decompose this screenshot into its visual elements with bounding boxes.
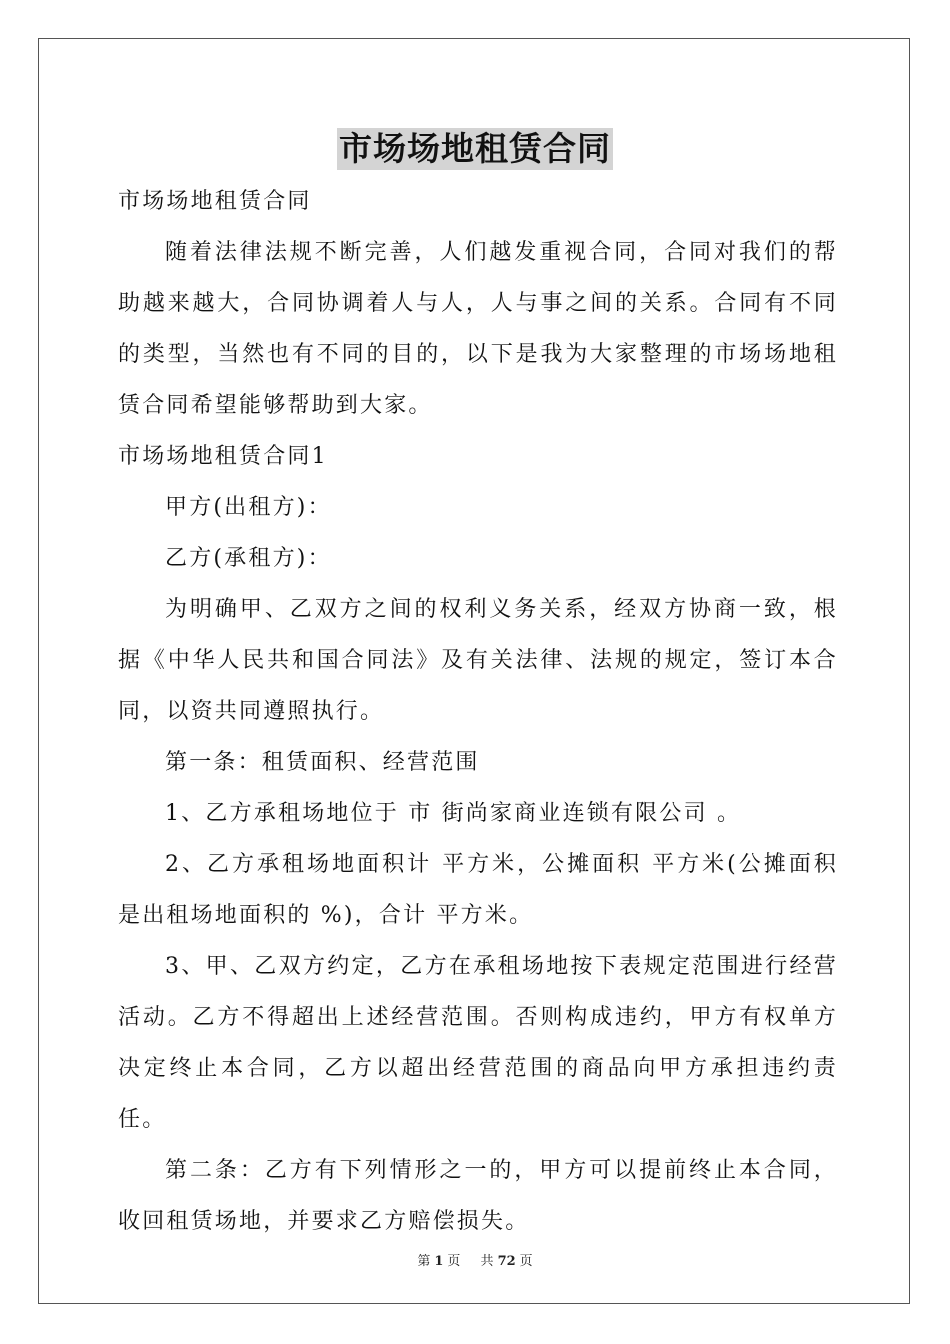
document-body <box>118 176 838 1247</box>
page-number: 1 <box>434 1254 444 1269</box>
document-title: 市场场地租赁合同 <box>339 129 611 168</box>
party-b-line: 乙方(承租方)： <box>165 546 332 571</box>
page-footer <box>0 1250 950 1269</box>
total-prefix: 共 <box>480 1254 494 1269</box>
total-suffix: 页 <box>519 1254 533 1269</box>
page-suffix: 页 <box>447 1254 461 1269</box>
total-indicator <box>477 1254 537 1269</box>
contract-heading: 市场场地租赁合同1 <box>118 444 328 469</box>
clause-1-3: 3、甲、乙双方约定，乙方在承租场地按下表规定范围进行经营活动。乙方不得超出上述经营范围。否则构成违约，甲方有权单方决定终止本合同，乙方以超出经营范围的商品向甲方承担违约责任。 <box>118 954 838 1132</box>
clause-1-2: 2、乙方承租场地面积计 平方米，公摊面积 平方米(公摊面积是出租场地面积的 %)，合计 平方米。 <box>118 852 838 928</box>
party-a-line: 甲方(出租方)： <box>165 495 332 520</box>
clause-1-1: 1、乙方承租场地位于 市 街尚家商业连锁有限公司 。 <box>165 801 742 826</box>
article-one-heading: 第一条：租赁面积、经营范围 <box>165 750 480 775</box>
preamble-paragraph: 为明确甲、乙双方之间的权利义务关系，经双方协商一致，根据《中华人民共和国合同法》及有关法律、法规的规定，签订本合同，以资共同遵照执行。 <box>118 597 838 724</box>
page-prefix: 第 <box>417 1254 431 1269</box>
total-pages: 72 <box>497 1254 516 1269</box>
article-two-paragraph: 第二条：乙方有下列情形之一的，甲方可以提前终止本合同，收回租赁场地，并要求乙方赔偿损失。 <box>118 1158 838 1234</box>
document-subtitle: 市场场地租赁合同 <box>118 189 312 214</box>
title-container <box>0 128 950 170</box>
intro-paragraph: 随着法律法规不断完善，人们越发重视合同，合同对我们的帮助越来越大，合同协调着人与人，人与事之间的关系。合同有不同的类型，当然也有不同的目的，以下是我为大家整理的市场场地租赁合同希望能够帮助到大家。 <box>118 240 838 418</box>
page-indicator <box>413 1254 464 1269</box>
